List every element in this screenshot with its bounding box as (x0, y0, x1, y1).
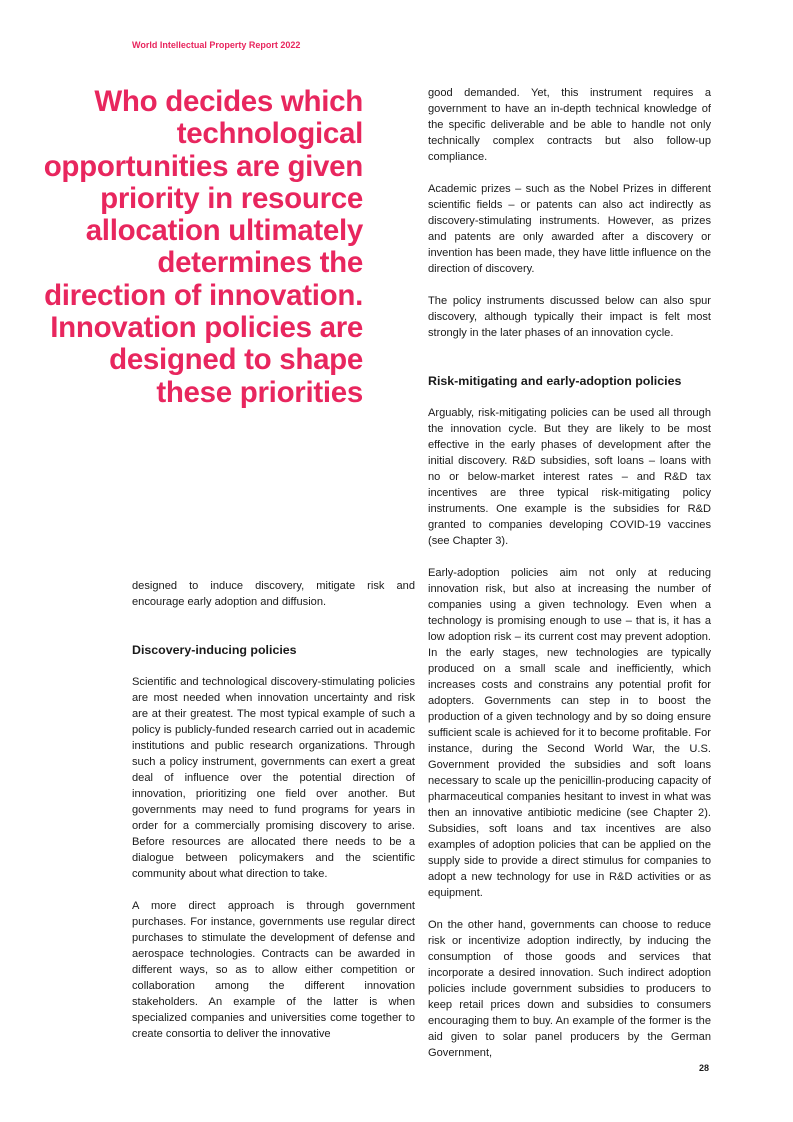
paragraph: On the other hand, governments can choose to reduce risk or incentivize adoption indirectly, by inducing the consumption of those goods and services that incorporate a desired innovation. Such indirect adoption policies include government subsidies to producers to keep retail prices down and subsidies to consumers encouraging them to buy. An example of the former is the aid given to solar panel producers by the German Government, (428, 919, 711, 1059)
paragraph: Scientific and technological discovery-stimulating policies are most needed when innovation uncertainty and risk are at their greatest. The most typical example of such a policy is publicly-funded research carried out in academic institutions and public research organizations. Through such a policy instrument, governments can exert a great deal of influence over the potential direction of innovation, prioritizing one field over another. But governments may need to fund programs for years in order for a commercially promising discovery to arise. Before resources are allocated there needs to be a dialogue between policymakers and the scientific community about what direction to take. (132, 676, 415, 880)
section-heading-risk: Risk-mitigating and early-adoption policies (428, 374, 682, 388)
paragraph: Academic prizes – such as the Nobel Prizes in different scientific fields – or patents can also act indirectly as discovery-stimulating instruments. However, as prizes and patents are only awarded after a discovery or invention has been made, they have little influence on the direction of discovery. (428, 183, 711, 275)
page-number: 28 (699, 1063, 710, 1073)
left-column (132, 578, 415, 1058)
right-column (428, 85, 711, 1077)
running-header: World Intellectual Property Report 2022 (132, 40, 301, 50)
paragraph: good demanded. Yet, this instrument requires a government to have an in-depth technical knowledge of the specific deliverable and be able to handle not only technically complex contracts but also follow-up compliance. (428, 87, 711, 163)
pull-quote: Who decides which technological opportunities are given priority in resource allocation ultimately determines the direction of innovation. Innovation policies are designed to shape these priorities (43, 85, 363, 409)
paragraph: Early-adoption policies aim not only at reducing innovation risk, but also at increasing the number of companies using a given technology. Even when a technology is promising enough to use – that is, it has a low adoption risk – its current cost may prevent adoption. In the early stages, new technologies are typically produced on a small scale and inefficiently, which increases costs and constrains any potential profit for adopters. Governments can step in to boost the production of a given technology and by so doing ensure sufficient scale is achieved for it to become profitable. For instance, during the Second World War, the U.S. Government provided the subsidies and soft loans necessary to scale up the penicillin-producing capacity of pharmaceutical companies hesitant to invest in what was then an innovative antibiotic medicine (see Chapter 2). Subsidies, soft loans and tax incentives are also examples of adoption policies that can be applied on the supply side to provide a direct stimulus for companies to adopt a new technology for use in R&D activities or as equipment. (428, 567, 711, 899)
paragraph: A more direct approach is through government purchases. For instance, governments use regular direct purchases to stimulate the development of defense and aerospace technologies. Contracts can be awarded in different ways, so as to allow either competition or collaboration among the different innovation stakeholders. An example of the latter is when specialized companies and universities come together to create consortia to deliver the innovative (132, 900, 415, 1040)
paragraph: The policy instruments discussed below can also spur discovery, although typically their impact is felt most strongly in the later phases of an innovation cycle. (428, 295, 711, 339)
section-heading-discovery: Discovery-inducing policies (132, 643, 297, 657)
paragraph: designed to induce discovery, mitigate risk and encourage early adoption and diffusion. (132, 580, 415, 608)
paragraph: Arguably, risk-mitigating policies can be used all through the innovation cycle. But they are likely to be most effective in the early phases of development after the initial discovery. R&D subsidies, soft loans – loans with no or below-market interest rates – and R&D tax incentives are three typical risk-mitigating policy instruments. One example is the subsidies for R&D granted to companies developing COVID-19 vaccines (see Chapter 3). (428, 407, 711, 547)
